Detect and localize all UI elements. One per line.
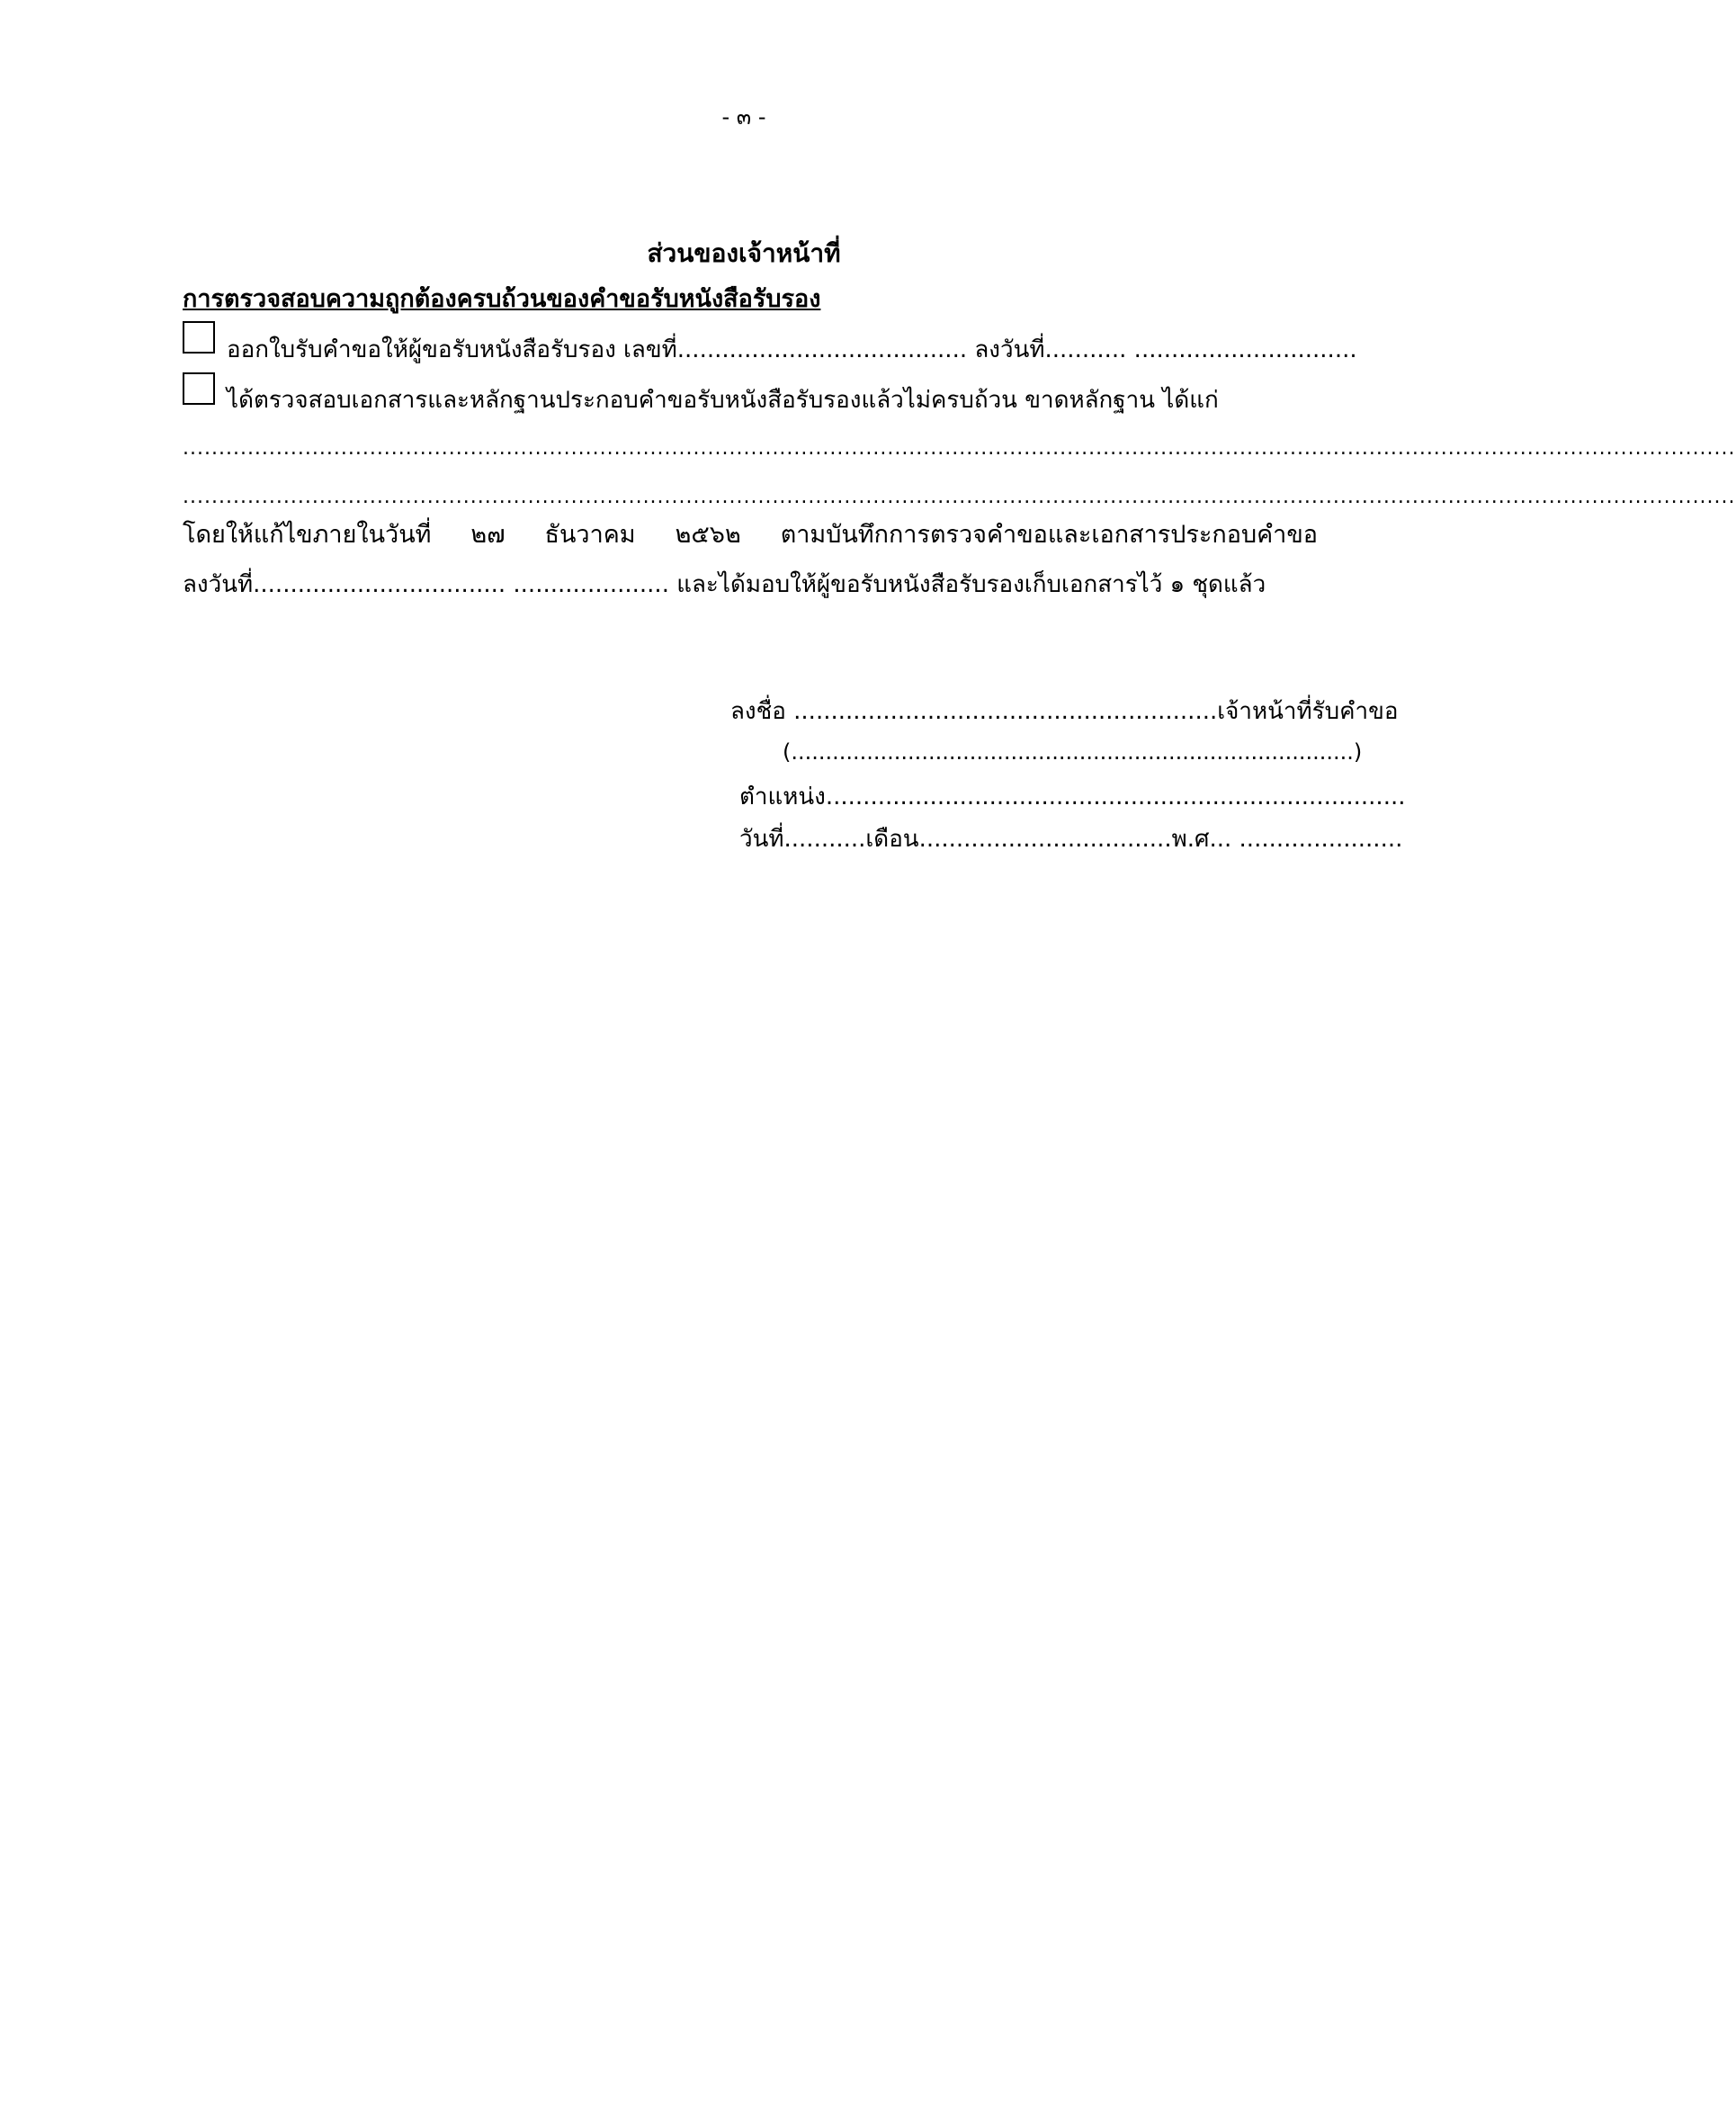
sub-heading: การตรวจสอบความถูกต้องครบถ้วนของคำขอรับหนังสือรับรอง [183,285,821,313]
option-incomplete-documents-text: ได้ตรวจสอบเอกสารและหลักฐานประกอบคำขอรับหนังสือรับรองแล้วไม่ครบถ้วน ขาดหลักฐาน ได้แก่ [227,387,1219,414]
official-name-line: (..................................................................................) [783,739,1363,765]
section-title: ส่วนของเจ้าหน้าที่ [647,238,841,268]
checkbox-issue-receipt[interactable] [183,321,215,354]
deadline-line-2: ลงวันที่.................................. ..................... และได้มอบให้ผู้ขอรับหนังสือรับรองเก็บเอกสารไว้ ๑ ชุดแล้ว [183,571,1266,598]
checkbox-incomplete-documents[interactable] [183,372,215,405]
deadline-line-1: โดยให้แก้ไขภายในวันที่ ๒๗ ธันวาคม ๒๕๖๒ ตามบันทึกการตรวจคำขอและเอกสารประกอบคำขอ [183,521,1318,549]
date-line: วันที่...........เดือน..................................พ.ศ... ...................... [739,826,1403,853]
signature-line: ลงชื่อ .........................................................เจ้าหน้าที่รับคำขอ [730,698,1399,725]
position-line: ตำแหน่ง.............................................................................. [739,783,1406,810]
blank-line-1: ........................................................................................................................................................................................................................ [183,437,1736,460]
option-issue-receipt-text: ออกใบรับคำขอให้ผู้ขอรับหนังสือรับรอง เลขที่....................................... ลงวันที่........... .............................. [227,336,1357,363]
page-number: - ๓ - [721,104,766,130]
blank-line-2: ........................................................................................................................................................................................................................ [183,486,1736,508]
